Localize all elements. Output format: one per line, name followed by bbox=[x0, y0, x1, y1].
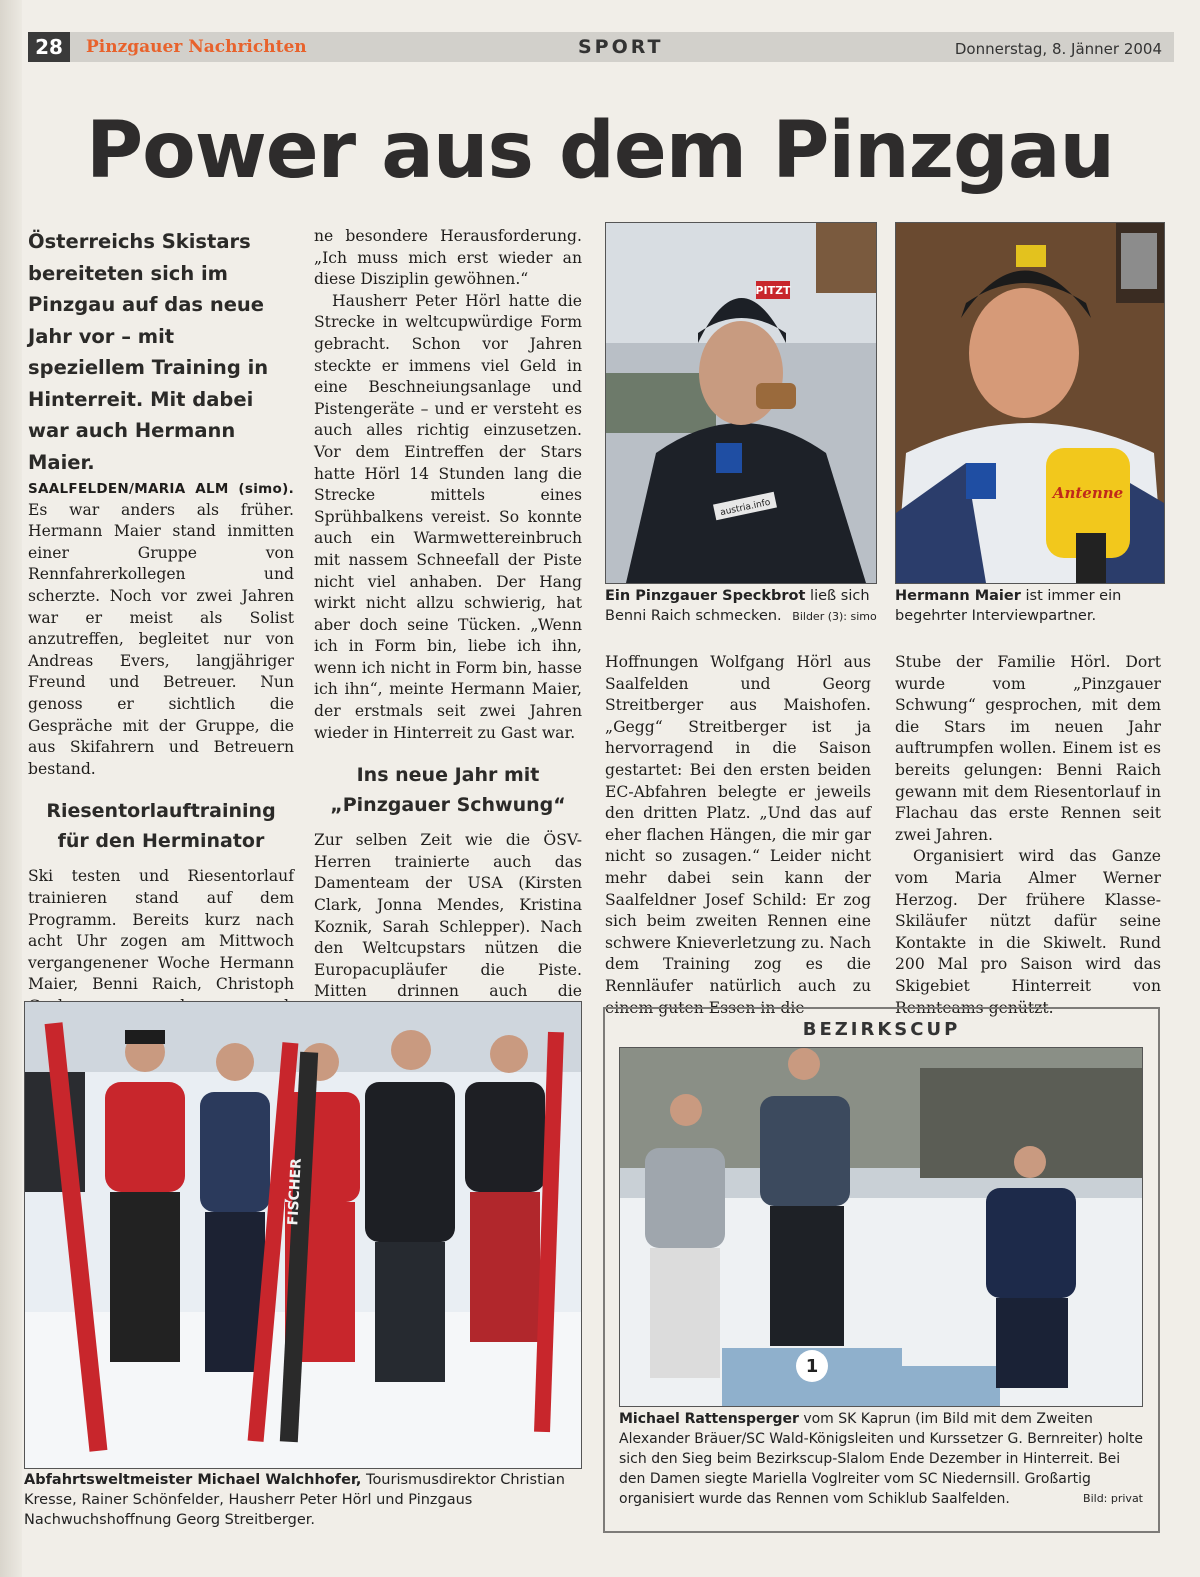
article-column-3 bbox=[605, 652, 871, 1019]
paragraph: Ski testen und Riesentorlauf trainieren stand auf dem Programm. Bereits kurz nach acht Uhr zogen am Mittwoch vergangenener Woche Hermann Maier, Benni Raich, Christoph bbox=[28, 867, 294, 994]
jacket-text: austria.info bbox=[719, 497, 772, 519]
paragraph-text: Es war anders als früher. Hermann Maier stand inmitten einer Gruppe von Rennfahrerkollegen und scherzte. Noch vor zwei Jahren war er meist als Solist anzutreffen, begleitet nur von Andreas Evers, langjähriger Freund und Betreuer. Nun genoss er sichtlich die Gespräche mit der Gruppe, die aus Skifahrern und Betreuern bestand. bbox=[28, 500, 294, 778]
article-column-1 bbox=[28, 226, 294, 1104]
caption-hermann-maier bbox=[895, 586, 1163, 626]
caption-group-photo bbox=[24, 1470, 584, 1530]
ski-brand-text: FISCHER bbox=[285, 1157, 305, 1226]
caption-text: ließ sich Benni Raich schmecken. bbox=[605, 588, 870, 624]
paragraph: Organisiert wird das Ganze vom Maria Almer Werner Herzog. Der frühere Klasse-Skiläufer nützt dafür seine Kontakte in die Skiwelt. Rund 200 Mal pro Saison wird das Skigebiet Hinterreit von Rennteams genützt. bbox=[895, 847, 1161, 1017]
paragraph: ne besondere Herausforderung. „Ich muss mich erst wieder an diese Disziplin gewöhnen.“ bbox=[314, 227, 582, 289]
paragraph: Hoffnungen Wolfgang Hörl aus Saalfelden und Georg Streitberger aus Maishofen. „Gegg“ Streitberger ist ja hervorragend in die Saison gestartet: Bei den ersten beiden EC-Abfahren belegte er jeweils den dritten Platz. „Und das auf eher flachen Hängen, die mir gar nicht so zusagen.“ Leider nicht mehr dabei sein kann der Saalfeldner Josef Schild: Er zog sich beim zweiten Rennen eine schwere Knieverletzung zu. Nach dem Training zog es die Rennläufer natürlich auch zu einem guten Essen in die bbox=[605, 653, 872, 1017]
paragraph: Hausherr Peter Hörl hatte die Strecke in weltcupwürdige Form gebracht. Schon vor Jahren steckte er immens viel Geld in eine Beschneiungsanlage und Pistengeräte – und er versteht es auch alles richtig einzusetzen. Vor dem Eintreffen der Stars hatte Hörl 14 Stunden lang die Strecke mittels eines Sprühbalkens vereist. So konnte auch ein Warmwettereinbruch mit nassem Schneefall der Piste nicht viel anhaben. Der Hang wirkt nicht allzu schwierig, hat aber doch seine Tücken. „Wenn ich in Form bin, liebe ich ihn, wenn ich nicht in Form bin, hasse ich ihn“, meinte Hermann Maier, der erstmals seit zwei Jahren wieder in Hinterreit zu Gast war. bbox=[314, 291, 582, 742]
photo-credit: Bild: privat bbox=[1083, 1492, 1143, 1505]
podium-number: 1 bbox=[805, 1356, 819, 1377]
page-number: 28 bbox=[28, 32, 70, 62]
cap-logo-text: PITZT bbox=[755, 284, 791, 297]
headline: Power aus dem Pinzgau bbox=[85, 106, 1115, 196]
caption-text: vom SK Kaprun (im Bild mit dem Zweiten Alexander Bräuer/SC Wald-Königsleiten und Kurssetzer G. Bernreiter) holte sich den Sieg beim Bezirkscup-Slalom Ende Dezember in Hinterreit. Bei den Damen siegte Mariella Voglreiter vom SC Niedernsill. Großartig organisiert wurde das Rennen vom Schiklub Saalfelden. bbox=[619, 1411, 1144, 1507]
photo-hermann-maier bbox=[895, 222, 1165, 584]
subheading: Riesentorlauftraining für den Herminator bbox=[46, 800, 276, 853]
bezirkscup-box bbox=[603, 1007, 1160, 1533]
lede: Österreichs Skistars bereiteten sich im Pinzgau auf das neue Jahr vor – mit speziellem Training in Hinterreit. Mit dabei war auch Hermann Maier. bbox=[28, 230, 269, 474]
caption-bold: Ein Pinzgauer Speckbrot bbox=[605, 588, 806, 604]
caption-bezirkscup bbox=[619, 1409, 1143, 1509]
caption-text: Tourismusdirektor Christian Kresse, Rainer Schönfelder, Hausherr Peter Hörl und Pinzgaus Nachwuchshoffnung Georg Streitberger. bbox=[24, 1472, 565, 1528]
caption-benni-raich bbox=[605, 586, 877, 627]
caption-bold: Michael Rattensperger bbox=[619, 1411, 799, 1427]
paragraph bbox=[28, 478, 294, 780]
article-column-2 bbox=[314, 226, 582, 1025]
photo-credit: Bilder (3): simo bbox=[792, 610, 877, 623]
page-edge-shadow bbox=[0, 0, 22, 1577]
caption-text: ist immer ein begehrter Interviewpartner. bbox=[895, 588, 1122, 624]
caption-bold: Abfahrtsweltmeister Michael Walchhofer, bbox=[24, 1472, 362, 1488]
dateline: SAALFELDEN/MARIA ALM (simo). bbox=[28, 481, 294, 497]
box-title: BEZIRKSCUP bbox=[802, 1019, 961, 1040]
paragraph: Zur selben Zeit wie die ÖSV-Herren trainierte auch das Damenteam der USA (Kirsten Clark, Jonna Mendes, Kristina Koznik, Sarah Schlepper). Nach den Weltcupstars nützen die Europacupläufer die Piste. Mitten drinnen auch die bbox=[314, 831, 582, 1001]
header-bar bbox=[28, 32, 1174, 62]
photo-bezirkscup-podium bbox=[619, 1047, 1143, 1407]
paragraph: Stube der Familie Hörl. Dort wurde vom „Pinzgauer Schwung“ gesprochen, mit dem die Stars im neuen Jahr auftrumpfen wollen. Einem ist es bereits gelungen: Benni Raich gewann mit dem Riesentorlauf in Flachau das erste Rennen seit zwei Jahren. bbox=[895, 653, 1161, 844]
newspaper-name: Pinzgauer Nachrichten bbox=[86, 37, 307, 57]
subheading: Ins neue Jahr mit „Pinzgauer Schwung“ bbox=[330, 764, 566, 817]
article-column-4 bbox=[895, 652, 1161, 1019]
section-label: SPORT bbox=[578, 36, 664, 58]
microphone-text: Antenne bbox=[1052, 484, 1124, 502]
issue-date: Donnerstag, 8. Jänner 2004 bbox=[954, 40, 1162, 58]
photo-ski-team-group bbox=[24, 1001, 582, 1469]
caption-bold: Hermann Maier bbox=[895, 588, 1021, 604]
photo-benni-raich bbox=[605, 222, 877, 584]
